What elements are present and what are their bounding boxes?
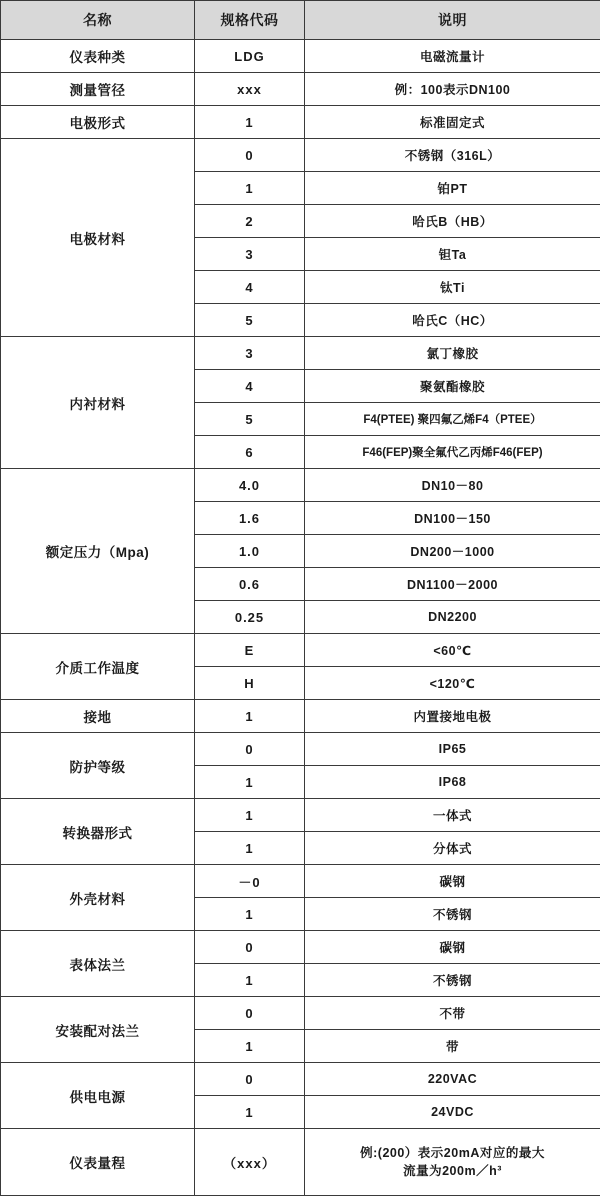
row-code-cell: 4 (195, 370, 305, 403)
row-description-cell: <120℃ (305, 667, 600, 700)
row-description-cell: DN100－150 (305, 502, 600, 535)
table-header-row (1, 1, 600, 40)
row-code-cell: 0 (195, 733, 305, 766)
row-code-cell: 1 (195, 172, 305, 205)
row-code-cell: 1 (195, 106, 305, 139)
row-description-cell: IP68 (305, 766, 600, 799)
row-description-cell: 哈氏C（HC） (305, 304, 600, 337)
row-description-cell: 220VAC (305, 1063, 600, 1096)
row-code-cell: 1 (195, 1030, 305, 1063)
row-code-cell: 2 (195, 205, 305, 238)
row-code-cell: 5 (195, 304, 305, 337)
table-row (1, 1129, 600, 1196)
row-code-cell: 0 (195, 1063, 305, 1096)
table-row (1, 997, 600, 1030)
row-code-cell: 1 (195, 898, 305, 931)
row-code-cell: LDG (195, 40, 305, 73)
row-description-cell: 钛Ti (305, 271, 600, 304)
table-row (1, 469, 600, 502)
row-description-cell: 标准固定式 (305, 106, 600, 139)
row-description-cell: IP65 (305, 733, 600, 766)
column-header-name: 名称 (1, 1, 195, 40)
row-description-cell: 24VDC (305, 1096, 600, 1129)
row-name-cell: 供电电源 (1, 1063, 195, 1129)
row-description-cell: 例:(200）表示20mA对应的最大 流量为200m／h³ (305, 1129, 600, 1196)
row-description-cell: 钽Ta (305, 238, 600, 271)
row-code-cell: （xxx） (195, 1129, 305, 1196)
table-row (1, 865, 600, 898)
row-description-cell: 哈氏B（HB） (305, 205, 600, 238)
table-row (1, 1063, 600, 1096)
table-row (1, 40, 600, 73)
row-description-cell: 例：100表示DN100 (305, 73, 600, 106)
table-body (1, 40, 600, 1196)
row-name-cell: 额定压力（Mpa) (1, 469, 195, 634)
table-row (1, 139, 600, 172)
row-name-cell: 介质工作温度 (1, 634, 195, 700)
row-name-cell: 接地 (1, 700, 195, 733)
row-name-cell: 电极材料 (1, 139, 195, 337)
table-row (1, 337, 600, 370)
table-row (1, 634, 600, 667)
row-description-cell: 不锈钢（316L） (305, 139, 600, 172)
row-name-cell: 测量管径 (1, 73, 195, 106)
row-description-cell: 分体式 (305, 832, 600, 865)
row-description-cell: 不锈钢 (305, 898, 600, 931)
row-code-cell: 0.6 (195, 568, 305, 601)
row-code-cell: H (195, 667, 305, 700)
row-name-cell: 转换器形式 (1, 799, 195, 865)
row-name-cell: 安装配对法兰 (1, 997, 195, 1063)
table-row (1, 733, 600, 766)
row-name-cell: 防护等级 (1, 733, 195, 799)
row-code-cell: 5 (195, 403, 305, 436)
table-row (1, 931, 600, 964)
row-code-cell: 1.0 (195, 535, 305, 568)
row-description-cell: DN10－80 (305, 469, 600, 502)
row-description-cell: 内置接地电极 (305, 700, 600, 733)
row-description-cell: 碳钢 (305, 865, 600, 898)
row-description-cell: 碳钢 (305, 931, 600, 964)
row-description-cell: 铂PT (305, 172, 600, 205)
row-code-cell: 1 (195, 964, 305, 997)
row-description-cell: 聚氨酯橡胶 (305, 370, 600, 403)
row-code-cell: 1 (195, 766, 305, 799)
row-description-cell: 氯丁橡胶 (305, 337, 600, 370)
row-code-cell: 0 (195, 931, 305, 964)
row-code-cell: xxx (195, 73, 305, 106)
row-description-cell: 带 (305, 1030, 600, 1063)
row-name-cell: 仪表种类 (1, 40, 195, 73)
table-row (1, 799, 600, 832)
table-row (1, 73, 600, 106)
row-description-cell: F4(PTEE) 聚四氟乙烯F4（PTEE） (305, 403, 600, 436)
row-code-cell: 3 (195, 337, 305, 370)
row-name-cell: 表体法兰 (1, 931, 195, 997)
row-code-cell: 1 (195, 832, 305, 865)
table-row (1, 106, 600, 139)
row-code-cell: 0.25 (195, 601, 305, 634)
row-code-cell: 3 (195, 238, 305, 271)
row-code-cell: E (195, 634, 305, 667)
row-description-cell: <60℃ (305, 634, 600, 667)
row-description-cell: DN200－1000 (305, 535, 600, 568)
row-code-cell: 6 (195, 436, 305, 469)
row-code-cell: 0 (195, 139, 305, 172)
row-code-cell: －0 (195, 865, 305, 898)
row-code-cell: 0 (195, 997, 305, 1030)
row-code-cell: 1 (195, 700, 305, 733)
row-description-cell: 不带 (305, 997, 600, 1030)
row-code-cell: 1 (195, 1096, 305, 1129)
row-name-cell: 外壳材料 (1, 865, 195, 931)
row-code-cell: 4 (195, 271, 305, 304)
table-row (1, 700, 600, 733)
row-name-cell: 内衬材料 (1, 337, 195, 469)
table-header (1, 1, 600, 40)
row-code-cell: 4.0 (195, 469, 305, 502)
column-header-code: 规格代码 (195, 1, 305, 40)
row-name-cell: 仪表量程 (1, 1129, 195, 1196)
row-description-cell: F46(FEP)聚全氟代乙丙烯F46(FEP) (305, 436, 600, 469)
row-description-cell: 不锈钢 (305, 964, 600, 997)
row-description-cell: DN2200 (305, 601, 600, 634)
row-code-cell: 1 (195, 799, 305, 832)
row-description-cell: 电磁流量计 (305, 40, 600, 73)
row-description-cell: 一体式 (305, 799, 600, 832)
row-description-cell: DN1100－2000 (305, 568, 600, 601)
row-code-cell: 1.6 (195, 502, 305, 535)
row-name-cell: 电极形式 (1, 106, 195, 139)
column-header-description: 说明 (305, 1, 600, 40)
